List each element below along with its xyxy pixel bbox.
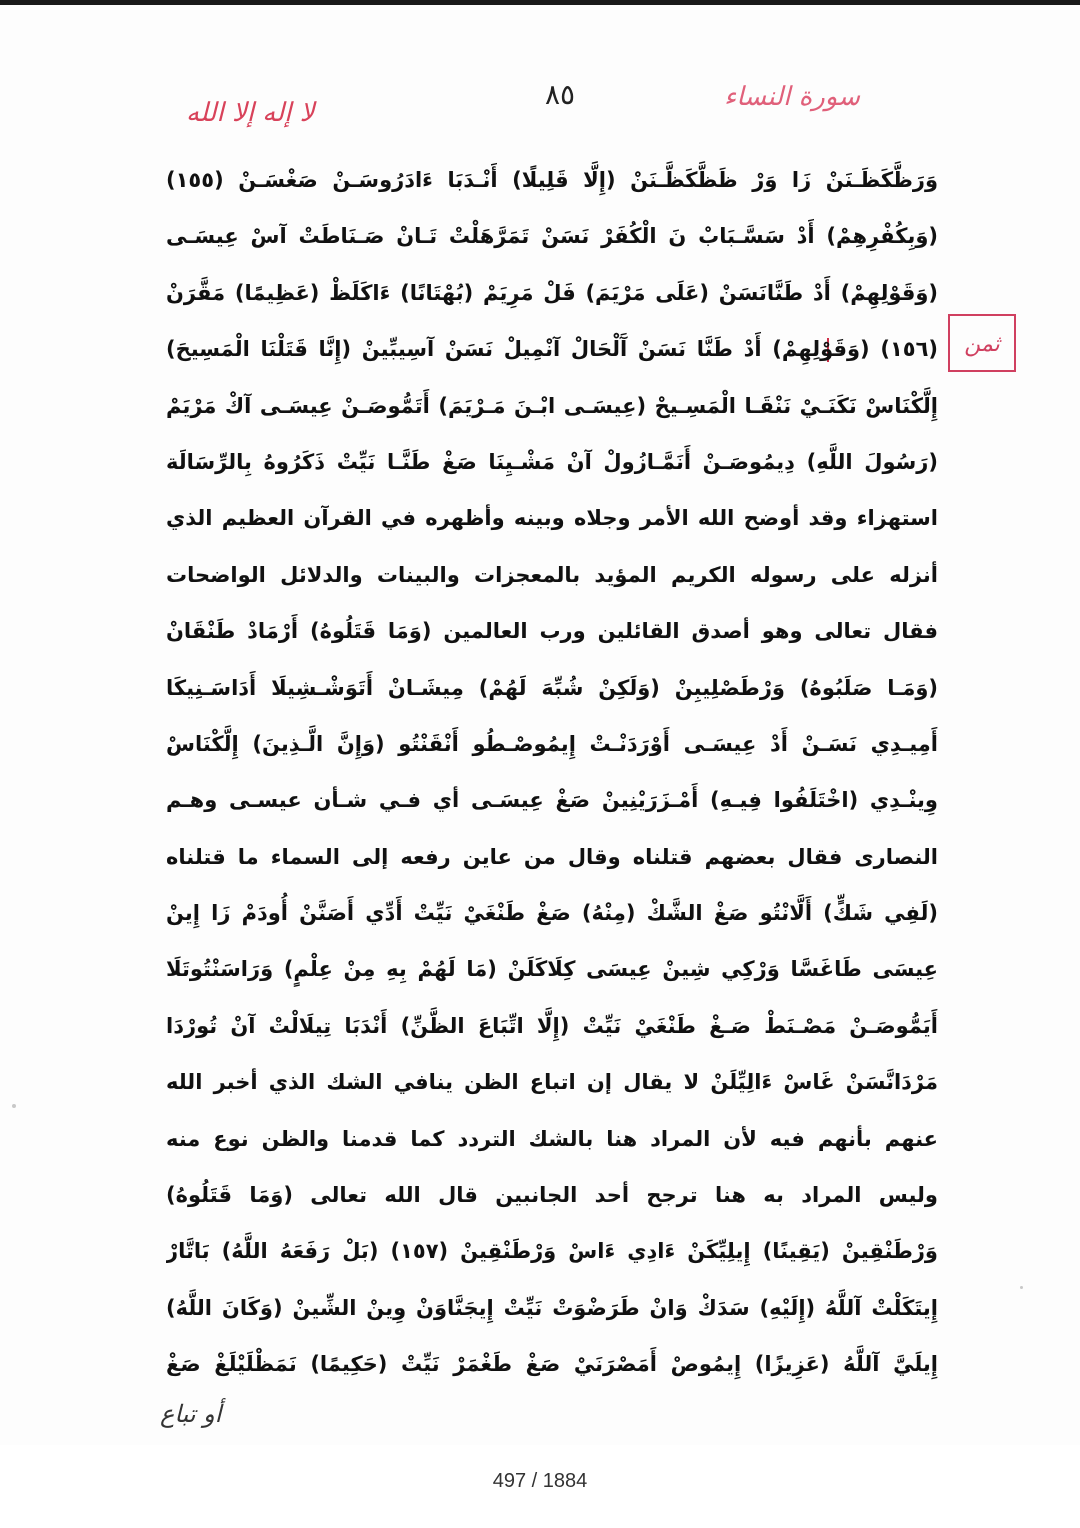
text-line: وِينْـدِي (اخْتَلَفُوا فِيـهِ) أَمْـزَرَيْنِينْ صَغْ عِيسَـى أي فـي شـأن عيسـى وهـم [166, 788, 938, 813]
text-line: مَرْدَانَّسَنْ غَاسْ ءَالِيِّلَنْ لا يقال إن اتباع الظن ينافي الشك الذي أخبر الله [166, 1070, 938, 1095]
text-line: (رَسُولَ اللَّهِ) دِيمُوصَـنْ أَنَمَّـازُولْ آنْ مَشْـيِنَا صَغْ طَنَّـا نَيِّتْ ذَكَرُوهُ بِالرِّسَالَة [166, 449, 938, 474]
text-line: (وَقَوْلِهِمْ) أَدْ طَنَّانَسَنْ (عَلَى مَرْيَمَ) فَلْ مَرِيَمْ (بُهْتَانًا) ءَاكَلَظْ (عَظِيمًا) مَقَّرَنْ [166, 280, 938, 305]
text-line: إِلَّكْنَاسْ نَكَنَـيْ نَنْقَـا الْمَسِـيحْ (عِيسَـى ابْـنَ مَـرْيَمَ) أَتَمُّوصَـنْ عِيسَـى آكْ مَرْيَمْ [166, 393, 938, 418]
text-line: إِيلَيَّ آللَّهُ (عَزِيزًا) إِيمُوصْ أَمَصْرَنَيْ صَغْ طَغْمَرْ نَيِّتْ (حَكِيمًا) نَمَظْلَيْلَغْ صَغْ [166, 1352, 938, 1377]
text-line: أَيَمُّوصَـنْ مَصْـنَطْ صَـغْ طَنْغَيْ نَيِّتْ (إِلَّا اتِّبَاعَ الظَّنِّ) أَنْدَبَا تِيلَالْتْ آنْ تُورْدَا [166, 1013, 938, 1038]
text-line: إِيتَكَلْتْ آللَّهُ (إِلَيْهِ) سَدَكْ وَانْ طَرَضْوَتْ نَيِّتْ إِيجَنَّاوَنْ وِينْ الشِّينْ (وَكَانَ اللَّهُ) [166, 1295, 938, 1320]
page-counter: 497 / 1884 [492, 1470, 588, 1492]
text-line: فقال تعالى وهو أصدق القائلين ورب العالمين (وَمَا قَتَلُوهُ) أَرْمَادْ طَنْقَانْ [166, 619, 938, 644]
text-line: (وَمَـا صَلَبُوهُ) وَرْطَصْلِيبِنْ (وَلَكِنْ شُبِّهَ لَهُمْ) مِيشَـانْ أَتَوَشْـشِيلَا أَدَاسَـنِيكَا [166, 675, 938, 700]
text-line: (لَفِي شَكٍّ) أَلَّانْتُو صَغْ الشَّكْ (مِنْهُ) صَغْ طَنْغَيْ نَيِّتْ أَدِّي أَصَنَّنْ أُودَمْ زَا إِينْ [166, 901, 938, 926]
scan-speck [1020, 1286, 1023, 1289]
body-text [166, 152, 938, 1393]
catchword-note: أو تباع [160, 1400, 222, 1428]
text-line: عِيسَى طَاغَسَّا وَرْكِي شِينْ عِيسَى كِلَاكَلَنْ (مَا لَهُمْ بِهِ مِنْ عِلْمٍ) وَرَاسَنْتُوتَلَا [166, 957, 938, 982]
margin-annotation-text: ثمن [964, 332, 1000, 357]
text-line: أَمِيـدِي نَسَـنْ أَدْ عِيسَـى أَوْرَدَنْـتْ إِيمُوصْـطُو أَنْقَنْتُو (وَإِنَّ الَّـذِينَ) إِلَّكْنَاسْ [166, 731, 938, 756]
handwritten-header-left: لا إله إلا الله [186, 98, 315, 128]
scan-speck [12, 1104, 16, 1108]
text-line: عنهم بأنهم فيه لأن المراد هنا بالشك التردد كما قدمنا والظن نوع منه [166, 1126, 938, 1151]
text-line: وَرْطَنْقِينْ (يَقِينًا) إِيلِيِّكَنْ ءَادِي ءَاسْ وَرْطَنْقِينْ (١٥٧) (بَلْ رَفَعَهُ اللَّهُ) بَاتَّارْ [166, 1239, 938, 1264]
text-line: وَرَظَّكَظَـنَنْ زَا وَرْ ظَظَّكَظَّـنَنْ (إِلَّا قَلِيلًا) أَنْـدَبَا ءَادَرُوسَـنْ صَغْسَـنْ (١٥٥) [166, 168, 938, 192]
text-line: وليس المراد به هنا ترجح أحد الجانبين قال الله تعالى (وَمَا قَتَلُوهُ) [166, 1183, 938, 1208]
text-line: استهزاء وقد أوضح الله الأمر وجلاه وبينه وأظهره في القرآن العظيم الذي [166, 506, 938, 531]
text-line: (١٥٦) (وَقَوْلِهِمْ) أَدْ طَنَّا نَسَنْ آَلْحَالْ آنْمِيلْ نَسَنْ آسِيبِّينْ (إِنَّا قَتَلْنَا الْمَسِيحَ) [166, 337, 938, 362]
page-number: ٨٥ [544, 78, 576, 111]
text-line: النصارى فقال بعضهم قتلناه وقال من عاين رفعه إلى السماء ما قتلناه [166, 844, 938, 869]
handwritten-surah-title: سورة النساء [724, 82, 860, 112]
text-line: (وَبِكُفْرِهِمْ) أَدْ سَسَّـبَابْ نَ الْكُفَرْ نَسَنْ تَمَرَّهَلْتْ تَـانْ صَـنَاطَتْ آسْ عِيسَـى [166, 224, 938, 249]
text-line: أنزله على رسوله الكريم المؤيد بالمعجزات والبينات والدلائل الواضحات [166, 562, 938, 587]
